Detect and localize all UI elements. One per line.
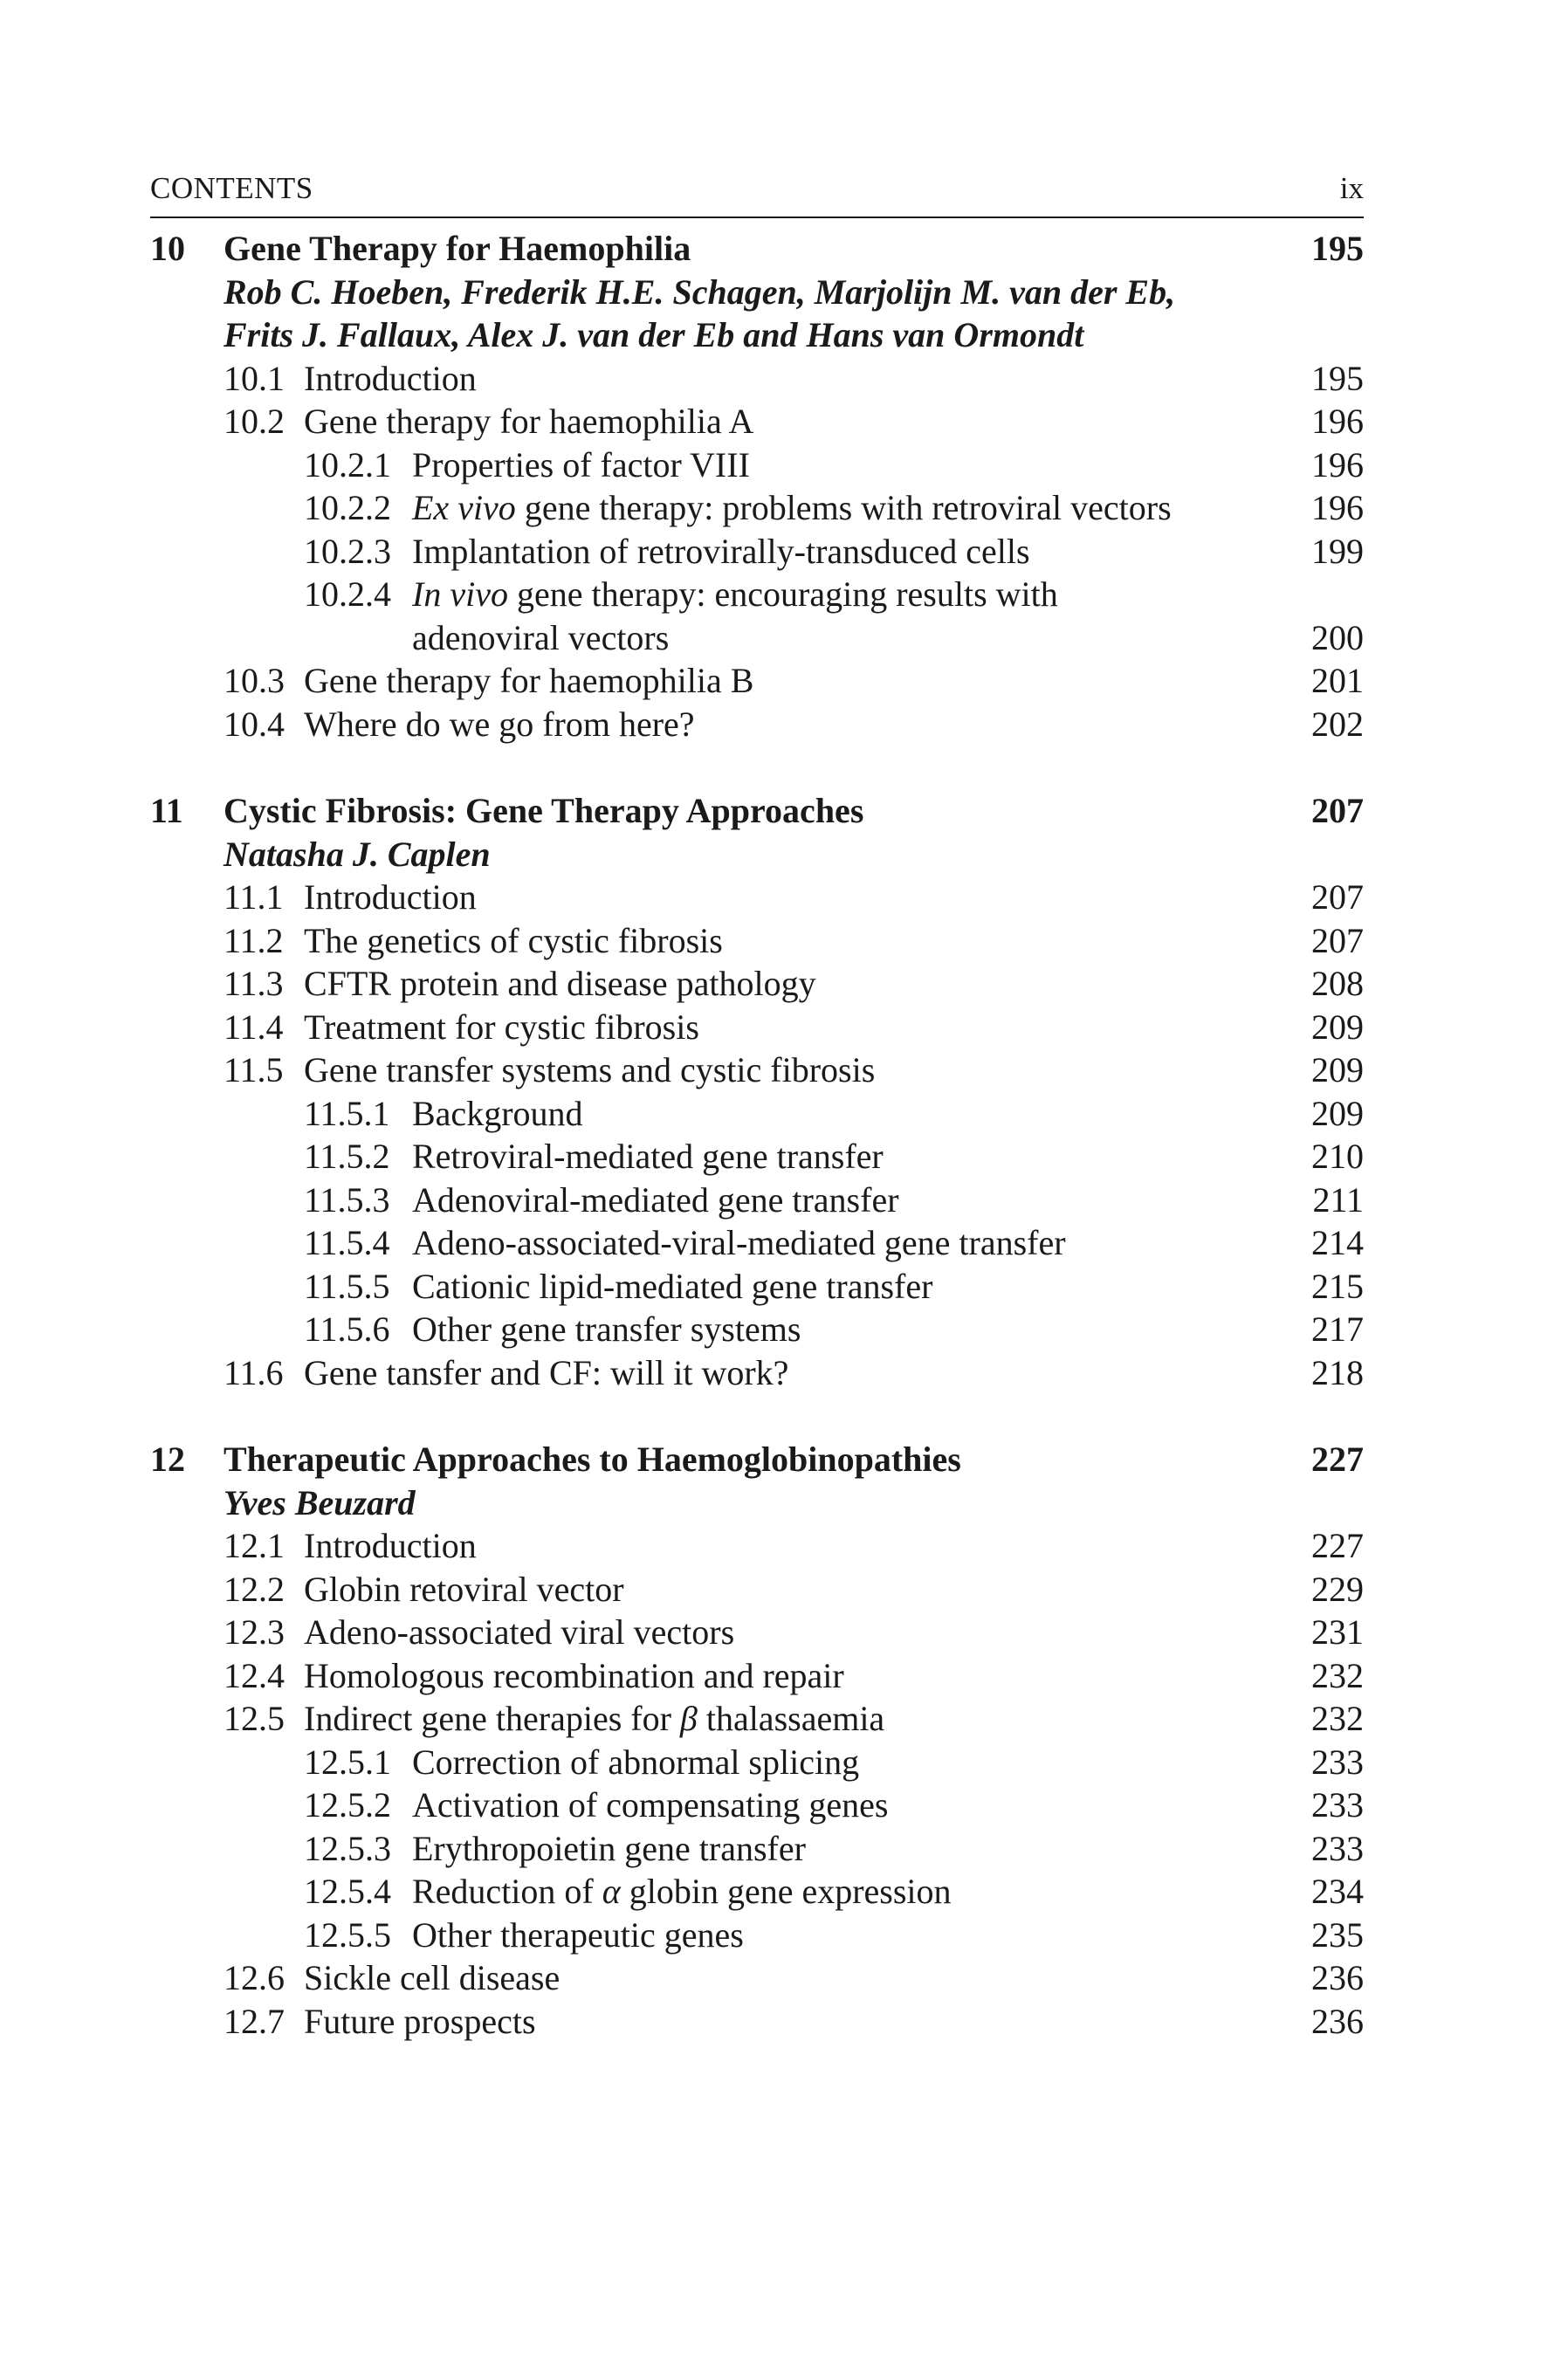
section-title-pre: Reduction of — [412, 1872, 602, 1911]
chapter-heading[interactable] — [150, 227, 1364, 271]
section-title: Correction of abnormal splicing — [412, 1742, 860, 1782]
chapter-title: Cystic Fibrosis: Gene Therapy Approaches — [224, 791, 864, 830]
toc-entry[interactable] — [150, 1308, 1364, 1351]
section-title: Implantation of retrovirally-transduced cells — [412, 531, 1030, 571]
section-page: 235 — [1311, 1914, 1364, 1955]
toc-entry[interactable] — [150, 1568, 1364, 1612]
running-head — [150, 166, 1364, 211]
author-line: Rob C. Hoeben, Frederik H.E. Schagen, Marjolijn M. van der Eb, — [224, 271, 1176, 312]
section-title-italic: β — [679, 1699, 698, 1738]
toc-entry[interactable] — [150, 1741, 1364, 1784]
toc-entry[interactable] — [150, 1611, 1364, 1654]
section-page: 214 — [1311, 1223, 1364, 1262]
section-title: Where do we go from here? — [304, 704, 695, 744]
section-title-rest: gene therapy: problems with retroviral vectors — [515, 488, 1172, 527]
toc-entry[interactable] — [150, 1783, 1364, 1827]
section-title: Introduction — [304, 877, 477, 917]
section-page: 207 — [1311, 920, 1364, 960]
toc-entry[interactable] — [150, 1221, 1364, 1265]
section-page: 199 — [1311, 531, 1364, 571]
section-page: 196 — [1311, 444, 1364, 484]
author-line: Yves Beuzard — [224, 1482, 416, 1522]
section-number: 10.2.2 — [304, 488, 391, 527]
chapter-authors — [150, 1481, 1364, 1525]
toc-entry[interactable] — [150, 659, 1364, 703]
section-number: 12.2 — [224, 1569, 285, 1609]
section-number: 12.6 — [224, 1958, 285, 1997]
section-page: 236 — [1311, 2001, 1364, 2041]
toc-entry[interactable] — [150, 962, 1364, 1006]
chapter-authors — [150, 313, 1364, 357]
section-page: 233 — [1311, 1785, 1364, 1825]
chapter-12 — [150, 1438, 1364, 2043]
toc-entry[interactable] — [150, 1048, 1364, 1092]
section-number: 11.5.2 — [304, 1137, 390, 1176]
section-number: 11.4 — [224, 1007, 284, 1047]
section-number: 10.1 — [224, 358, 285, 398]
section-number: 12.4 — [224, 1655, 285, 1695]
section-title: Gene therapy for haemophilia A — [304, 402, 754, 441]
chapter-number: 12 — [150, 1440, 185, 1479]
section-number: 12.3 — [224, 1612, 285, 1652]
toc-entry[interactable] — [150, 703, 1364, 746]
chapter-page: 227 — [1311, 1440, 1364, 1479]
toc-entry[interactable] — [150, 919, 1364, 963]
section-page: 232 — [1311, 1655, 1364, 1695]
section-page: 232 — [1311, 1699, 1364, 1738]
section-title: Other gene transfer systems — [412, 1309, 801, 1349]
chapter-authors — [150, 271, 1364, 314]
section-number: 11.5.1 — [304, 1093, 390, 1133]
section-number: 11.2 — [224, 920, 284, 960]
section-page: 211 — [1312, 1179, 1364, 1220]
section-number: 10.2 — [224, 402, 285, 441]
chapter-title: Gene Therapy for Haemophilia — [224, 229, 691, 268]
section-title: Globin retoviral vector — [304, 1569, 624, 1609]
section-title: CFTR protein and disease pathology — [304, 964, 816, 1003]
section-number: 11.3 — [224, 964, 284, 1003]
section-title — [412, 486, 1172, 530]
section-number: 11.5.5 — [304, 1266, 390, 1306]
section-page: 215 — [1311, 1266, 1364, 1306]
section-page: 195 — [1311, 358, 1364, 398]
chapter-number: 10 — [150, 229, 185, 268]
section-page: 208 — [1311, 964, 1364, 1003]
section-page: 207 — [1311, 877, 1364, 917]
section-title-continuation: adenoviral vectors — [412, 617, 670, 657]
section-title: Activation of compensating genes — [412, 1785, 889, 1825]
section-number: 10.2.3 — [304, 531, 391, 571]
section-title: Introduction — [304, 1526, 477, 1565]
chapter-heading[interactable] — [150, 1438, 1364, 1481]
section-title — [304, 1697, 884, 1741]
chapter-number: 11 — [150, 791, 183, 830]
section-page: 231 — [1311, 1612, 1364, 1652]
section-title: Properties of factor VIII — [412, 444, 750, 484]
section-number: 12.5.3 — [304, 1828, 391, 1868]
running-head-label: CONTENTS — [150, 171, 313, 205]
section-title: Gene tansfer and CF: will it work? — [304, 1352, 789, 1392]
section-title-italic: In vivo — [412, 574, 508, 614]
section-title-rest: thalassaemia — [697, 1699, 885, 1738]
section-page: 196 — [1311, 402, 1364, 441]
chapter-10 — [150, 227, 1364, 746]
chapter-heading[interactable] — [150, 789, 1364, 833]
toc-entry[interactable] — [150, 1135, 1364, 1179]
section-page: 227 — [1311, 1526, 1364, 1565]
section-page: 218 — [1311, 1352, 1364, 1392]
section-number: 12.5.1 — [304, 1742, 391, 1782]
section-page: 201 — [1311, 661, 1364, 700]
section-number: 12.7 — [224, 2001, 285, 2041]
section-page: 236 — [1311, 1958, 1364, 1997]
section-number: 10.4 — [224, 704, 285, 744]
toc-entry[interactable] — [150, 357, 1364, 401]
section-page: 196 — [1311, 488, 1364, 527]
toc-entry[interactable] — [150, 1914, 1364, 1957]
toc-entry[interactable] — [150, 573, 1364, 616]
section-title — [412, 1870, 952, 1914]
section-page: 229 — [1311, 1569, 1364, 1609]
section-title: Gene therapy for haemophilia B — [304, 661, 754, 700]
toc-entry[interactable] — [150, 530, 1364, 574]
section-page: 200 — [1311, 617, 1364, 657]
section-number: 12.5.4 — [304, 1872, 391, 1911]
section-number: 11.5.4 — [304, 1223, 390, 1262]
section-number: 12.5.2 — [304, 1785, 391, 1825]
toc-entry[interactable] — [150, 1092, 1364, 1136]
section-title: Future prospects — [304, 2001, 536, 2041]
toc-entry[interactable] — [150, 1524, 1364, 1568]
toc-entry[interactable] — [150, 1827, 1364, 1871]
toc-entry-continuation[interactable] — [150, 616, 1364, 660]
section-number: 11.1 — [224, 877, 284, 917]
author-line: Frits J. Fallaux, Alex J. van der Eb and Hans van Ormondt — [224, 315, 1084, 354]
page-number: ix — [1339, 171, 1364, 205]
section-number: 10.2.4 — [304, 574, 391, 614]
section-title: Adenoviral-mediated gene transfer — [412, 1179, 899, 1220]
toc-entry[interactable] — [150, 443, 1364, 487]
section-number: 10.3 — [224, 661, 285, 700]
toc-entry[interactable] — [150, 1697, 1364, 1741]
section-number: 11.5 — [224, 1050, 284, 1089]
toc-entry[interactable] — [150, 1006, 1364, 1049]
section-page: 210 — [1311, 1137, 1364, 1176]
toc-entry[interactable] — [150, 1654, 1364, 1698]
chapter-page: 207 — [1311, 791, 1364, 830]
section-title: Erythropoietin gene transfer — [412, 1828, 806, 1868]
section-number: 11.6 — [224, 1352, 284, 1392]
section-page: 202 — [1311, 704, 1364, 744]
toc-entry[interactable] — [150, 2000, 1364, 2044]
section-title: Cationic lipid-mediated gene transfer — [412, 1266, 933, 1306]
section-title: Adeno-associated viral vectors — [304, 1612, 735, 1652]
section-title: Retroviral-mediated gene transfer — [412, 1137, 884, 1176]
section-title: Adeno-associated-viral-mediated gene transfer — [412, 1223, 1066, 1262]
section-title — [412, 573, 1058, 616]
section-title: Gene transfer systems and cystic fibrosis — [304, 1050, 876, 1089]
section-number: 11.5.6 — [304, 1309, 390, 1349]
section-title-pre: Indirect gene therapies for — [304, 1699, 680, 1738]
section-title: Sickle cell disease — [304, 1958, 560, 1997]
section-number: 11.5.3 — [304, 1179, 390, 1220]
toc-entry[interactable] — [150, 1179, 1364, 1222]
section-number: 12.5 — [224, 1699, 285, 1738]
section-page: 233 — [1311, 1828, 1364, 1868]
author-line: Natasha J. Caplen — [224, 834, 491, 874]
section-title: The genetics of cystic fibrosis — [304, 920, 723, 960]
section-page: 209 — [1311, 1007, 1364, 1047]
section-title: Other therapeutic genes — [412, 1914, 744, 1955]
section-number: 12.1 — [224, 1526, 285, 1565]
section-title: Background — [412, 1093, 583, 1133]
section-number: 10.2.1 — [304, 444, 391, 484]
chapter-11 — [150, 789, 1364, 1394]
section-number: 12.5.5 — [304, 1914, 391, 1955]
section-title-italic: Ex vivo — [412, 488, 516, 527]
section-title: Homologous recombination and repair — [304, 1655, 844, 1695]
section-title: Treatment for cystic fibrosis — [304, 1007, 699, 1047]
section-page: 217 — [1311, 1309, 1364, 1349]
contents-page — [150, 166, 1364, 2086]
toc-entry[interactable] — [150, 400, 1364, 443]
chapter-page: 195 — [1311, 229, 1364, 268]
section-title: Introduction — [304, 358, 477, 398]
toc-entry[interactable] — [150, 1265, 1364, 1309]
chapter-authors — [150, 833, 1364, 876]
section-page: 209 — [1311, 1050, 1364, 1089]
toc-entry[interactable] — [150, 1956, 1364, 2000]
toc-entry[interactable] — [150, 1870, 1364, 1914]
toc-entry[interactable] — [150, 486, 1364, 530]
section-page: 233 — [1311, 1742, 1364, 1782]
toc-entry[interactable] — [150, 1351, 1364, 1395]
section-title-rest: gene therapy: encouraging results with — [507, 574, 1058, 614]
chapter-title: Therapeutic Approaches to Haemoglobinopathies — [224, 1440, 961, 1479]
toc-entry[interactable] — [150, 876, 1364, 919]
header-rule — [150, 216, 1364, 218]
section-title-italic: α — [602, 1872, 621, 1911]
section-page: 234 — [1311, 1872, 1364, 1911]
section-page: 209 — [1311, 1093, 1364, 1133]
section-title-rest: globin gene expression — [620, 1872, 952, 1911]
